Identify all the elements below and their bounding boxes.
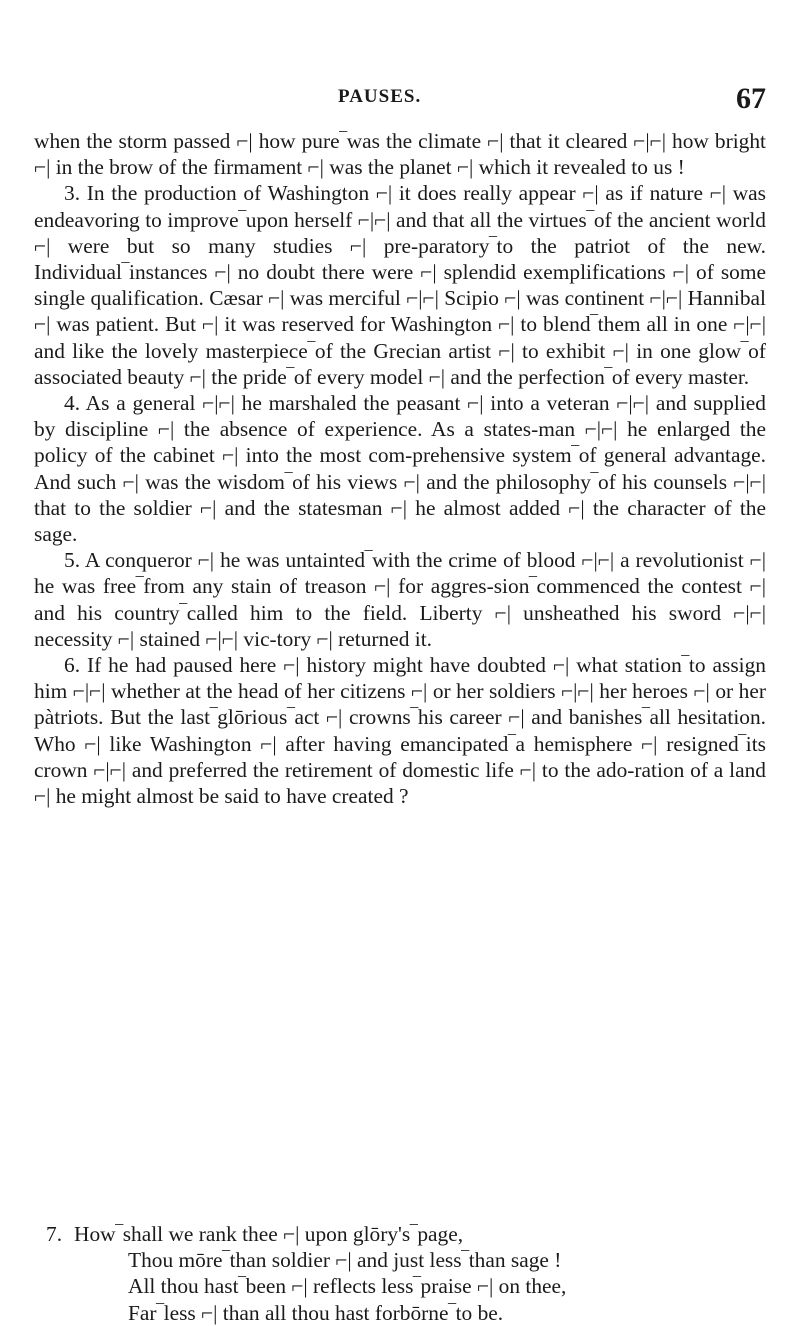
paragraph-continuation: when the storm passed ⌐| how pure‾was the climate ⌐| that it cleared ⌐|⌐| how bright ⌐| in the brow of the firmament ⌐| was the planet ⌐| which it revealed to us ! [34, 129, 766, 180]
poem-stanza [34, 1221, 766, 1326]
poem-line [34, 1273, 766, 1299]
poem-number: 7. [46, 1222, 63, 1246]
body-text [34, 128, 766, 809]
poem-line-text: All thou hast‾been ⌐| reflects less‾praise ⌐| on thee, [128, 1274, 567, 1299]
paragraph-5: 5. A conqueror ⌐| he was untainted‾with the crime of blood ⌐|⌐| a revolutionist ⌐| he was free‾from any stain of treason ⌐| for aggres-sion‾commenced the contest ⌐| and his country‾called him to the field. Liberty ⌐| unsheathed his sword ⌐|⌐| necessity ⌐| stained ⌐|⌐| vic-tory ⌐| returned it. [34, 548, 766, 651]
paragraph-4: 4. As a general ⌐|⌐| he marshaled the peasant ⌐| into a veteran ⌐|⌐| and supplied by discipline ⌐| the absence of experience. As a states-man ⌐|⌐| he enlarged the policy of the cabinet ⌐| into the most com-prehensive system‾of general advantage. And such ⌐| was the wisdom‾of his views ⌐| and the philosophy‾of his counsels ⌐|⌐| that to the soldier ⌐| and the statesman ⌐| he almost added ⌐| the character of the sage. [34, 391, 766, 547]
running-head: PAUSES. [338, 86, 422, 107]
page-header [0, 82, 800, 122]
paragraph-3: 3. In the production of Washington ⌐| it does really appear ⌐| as if nature ⌐| was endeavoring to improve‾upon herself ⌐|⌐| and that all the virtues‾of the ancient world ⌐| were but so many studies ⌐| pre-paratory‾to the patriot of the new. Individual‾instances ⌐| no doubt there were ⌐| splendid exemplifications ⌐| of some single qualification. Cæsar ⌐| was merciful ⌐|⌐| Scipio ⌐| was continent ⌐|⌐| Hannibal ⌐| was patient. But ⌐| it was reserved for Washington ⌐| to blend‾them all in one ⌐|⌐| and like the lovely masterpiece‾of the Grecian artist ⌐| to exhibit ⌐| in one glow‾of associated beauty ⌐| the pride‾of every model ⌐| and the perfection‾of every master. [34, 181, 766, 389]
page-number: 67 [736, 82, 766, 115]
poem-line-text: Far‾less ⌐| than all thou hast forbōrne‾to be. [128, 1300, 504, 1325]
poem-line-text: Thou mōre‾than soldier ⌐| and just less‾than sage ! [128, 1248, 562, 1273]
paragraph-6: 6. If he had paused here ⌐| history might have doubted ⌐| what station‾to assign him ⌐|⌐| whether at the head of her citizens ⌐| or her soldiers ⌐|⌐| her heroes ⌐| or her pàtriots. But the last‾glōrious‾act ⌐| crowns‾his career ⌐| and banishes‾all hesitation. Who ⌐| like Washington ⌐| after having emancipated‾a hemisphere ⌐| resigned‾its crown ⌐|⌐| and preferred the retirement of domestic life ⌐| to the ado-ration of a land ⌐| he might almost be said to have created ? [34, 653, 766, 809]
poem-line [34, 1221, 766, 1247]
poem-line [34, 1300, 766, 1326]
poem-line [34, 1247, 766, 1273]
poem-line-text: How‾shall we rank thee ⌐| upon glōry's‾page, [74, 1222, 464, 1246]
